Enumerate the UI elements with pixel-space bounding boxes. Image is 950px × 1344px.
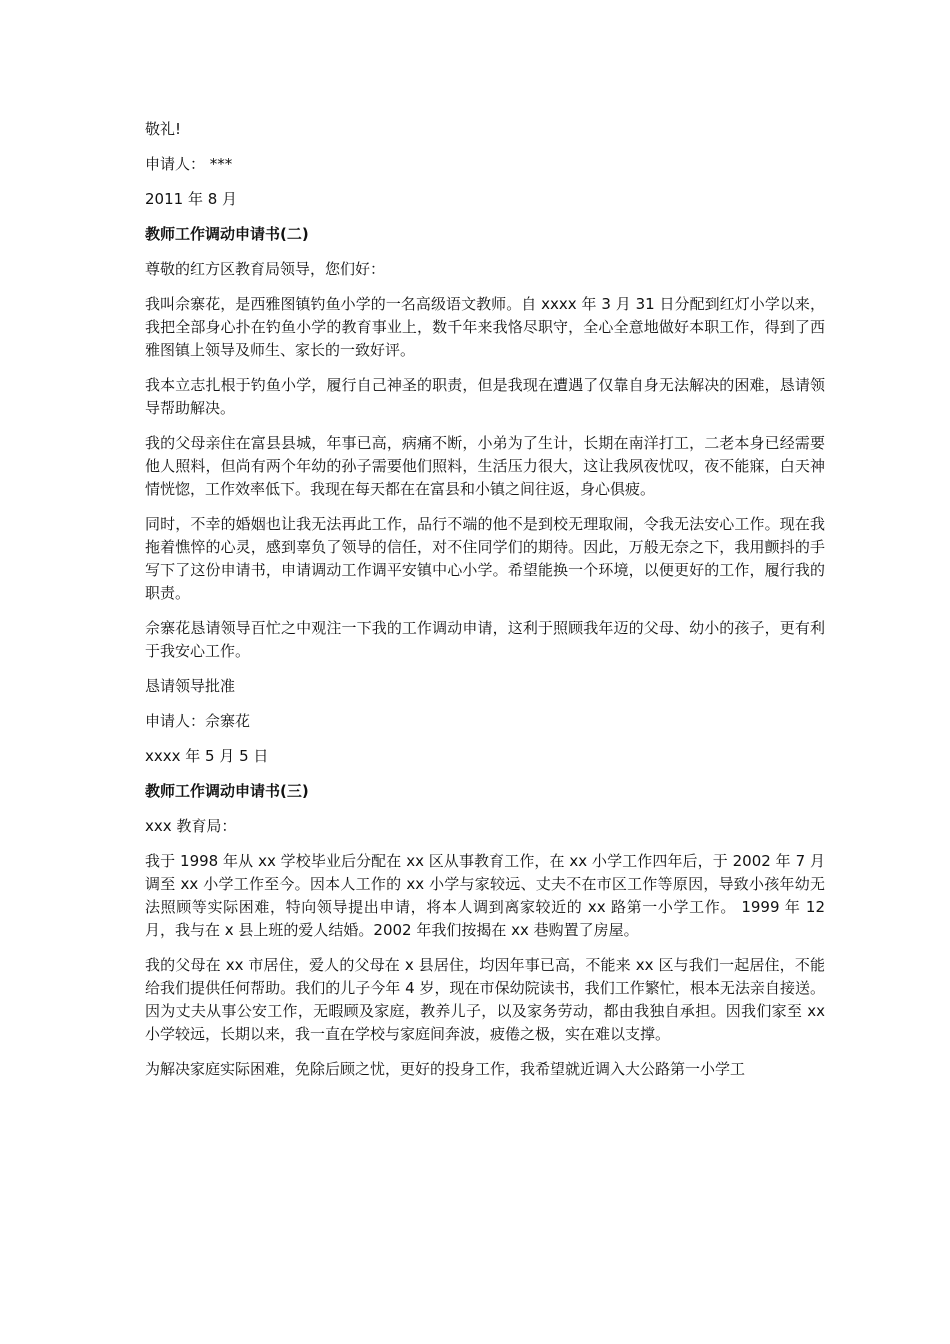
- body-paragraph: 我叫佘寨花，是西雅图镇钓鱼小学的一名高级语文教师。自 xxxx 年 3 月 31 日分配到红灯小学以来，我把全部身心扑在钓鱼小学的教育事业上，数千年来我恪尽职守，全心全意地做好本职工作，得到了西雅图镇上领导及师生、家长的一致好评。: [145, 295, 825, 359]
- greeting-line: 尊敬的红方区教育局领导，您们好：: [145, 260, 386, 278]
- body-paragraph: 我的父母亲住在富县县城，年事已高，病痛不断，小弟为了生计，长期在南洋打工，二老本身已经需要他人照料，但尚有两个年幼的孙子需要他们照料，生活压力很大，这让我夙夜忧叹，夜不能寐，白天神情恍惚，工作效率低下。我现在每天都在在富县和小镇之间往返，身心俱疲。: [145, 434, 825, 498]
- body-paragraph: 同时，不幸的婚姻也让我无法再此工作，品行不端的他不是到校无理取闹，令我无法安心工作。现在我拖着憔悴的心灵，感到辜负了领导的信任，对不住同学们的期待。因此，万般无奈之下，我用颤抖的手写下了这份申请书，申请调动工作调平安镇中心小学。希望能换一个环境，以便更好的工作，履行我的职责。: [145, 515, 825, 602]
- body-paragraph: 为解决家庭实际困难，免除后顾之忧，更好的投身工作，我希望就近调入大公路第一小学工: [145, 1060, 746, 1078]
- date-line: xxxx 年 5 月 5 日: [145, 747, 269, 765]
- section-heading: 教师工作调动申请书(三): [145, 782, 309, 800]
- date-line: 2011 年 8 月: [145, 190, 238, 208]
- body-paragraph: 我于 1998 年从 xx 学校毕业后分配在 xx 区从事教育工作，在 xx 小学工作四年后，于 2002 年 7 月调至 xx 小学工作至今。因本人工作的 xx 小学与家较远、丈夫不在市区工作等原因，导致小孩年幼无法照顾等实际困难，特向领导提出申请，将本人调到离家较近的 xx 路第一小学工作。 1999 年 12 月，我与在 x 县上班的爱人结婚。2002 年我们按揭在 xx 巷购置了房屋。: [145, 852, 825, 939]
- document-page: [145, 118, 825, 1093]
- applicant-line: 申请人： ***: [145, 155, 233, 173]
- body-paragraph: 佘寨花恳请领导百忙之中观注一下我的工作调动申请，这利于照顾我年迈的父母、幼小的孩子，更有利于我安心工作。: [145, 619, 825, 660]
- applicant-line: 申请人：佘寨花: [145, 712, 251, 730]
- greeting-line: xxx 教育局：: [145, 817, 237, 835]
- closing-salutation: 敬礼!: [145, 120, 182, 138]
- request-line: 恳请领导批准: [145, 677, 236, 695]
- section-heading: 教师工作调动申请书(二): [145, 225, 309, 243]
- body-paragraph: 我的父母在 xx 市居住，爱人的父母在 x 县居住，均因年事已高，不能来 xx 区与我们一起居住，不能给我们提供任何帮助。我们的儿子今年 4 岁，现在市保幼院读书，我们工作繁忙，根本无法亲自接送。因为丈夫从事公安工作，无暇顾及家庭，教养儿子，以及家务劳动，都由我独自承担。因我们家至 xx 小学较远，长期以来，我一直在学校与家庭间奔波，疲倦之极，实在难以支撑。: [145, 956, 825, 1043]
- body-paragraph: 我本立志扎根于钓鱼小学，履行自己神圣的职责，但是我现在遭遇了仅靠自身无法解决的困难，恳请领导帮助解决。: [145, 376, 825, 417]
